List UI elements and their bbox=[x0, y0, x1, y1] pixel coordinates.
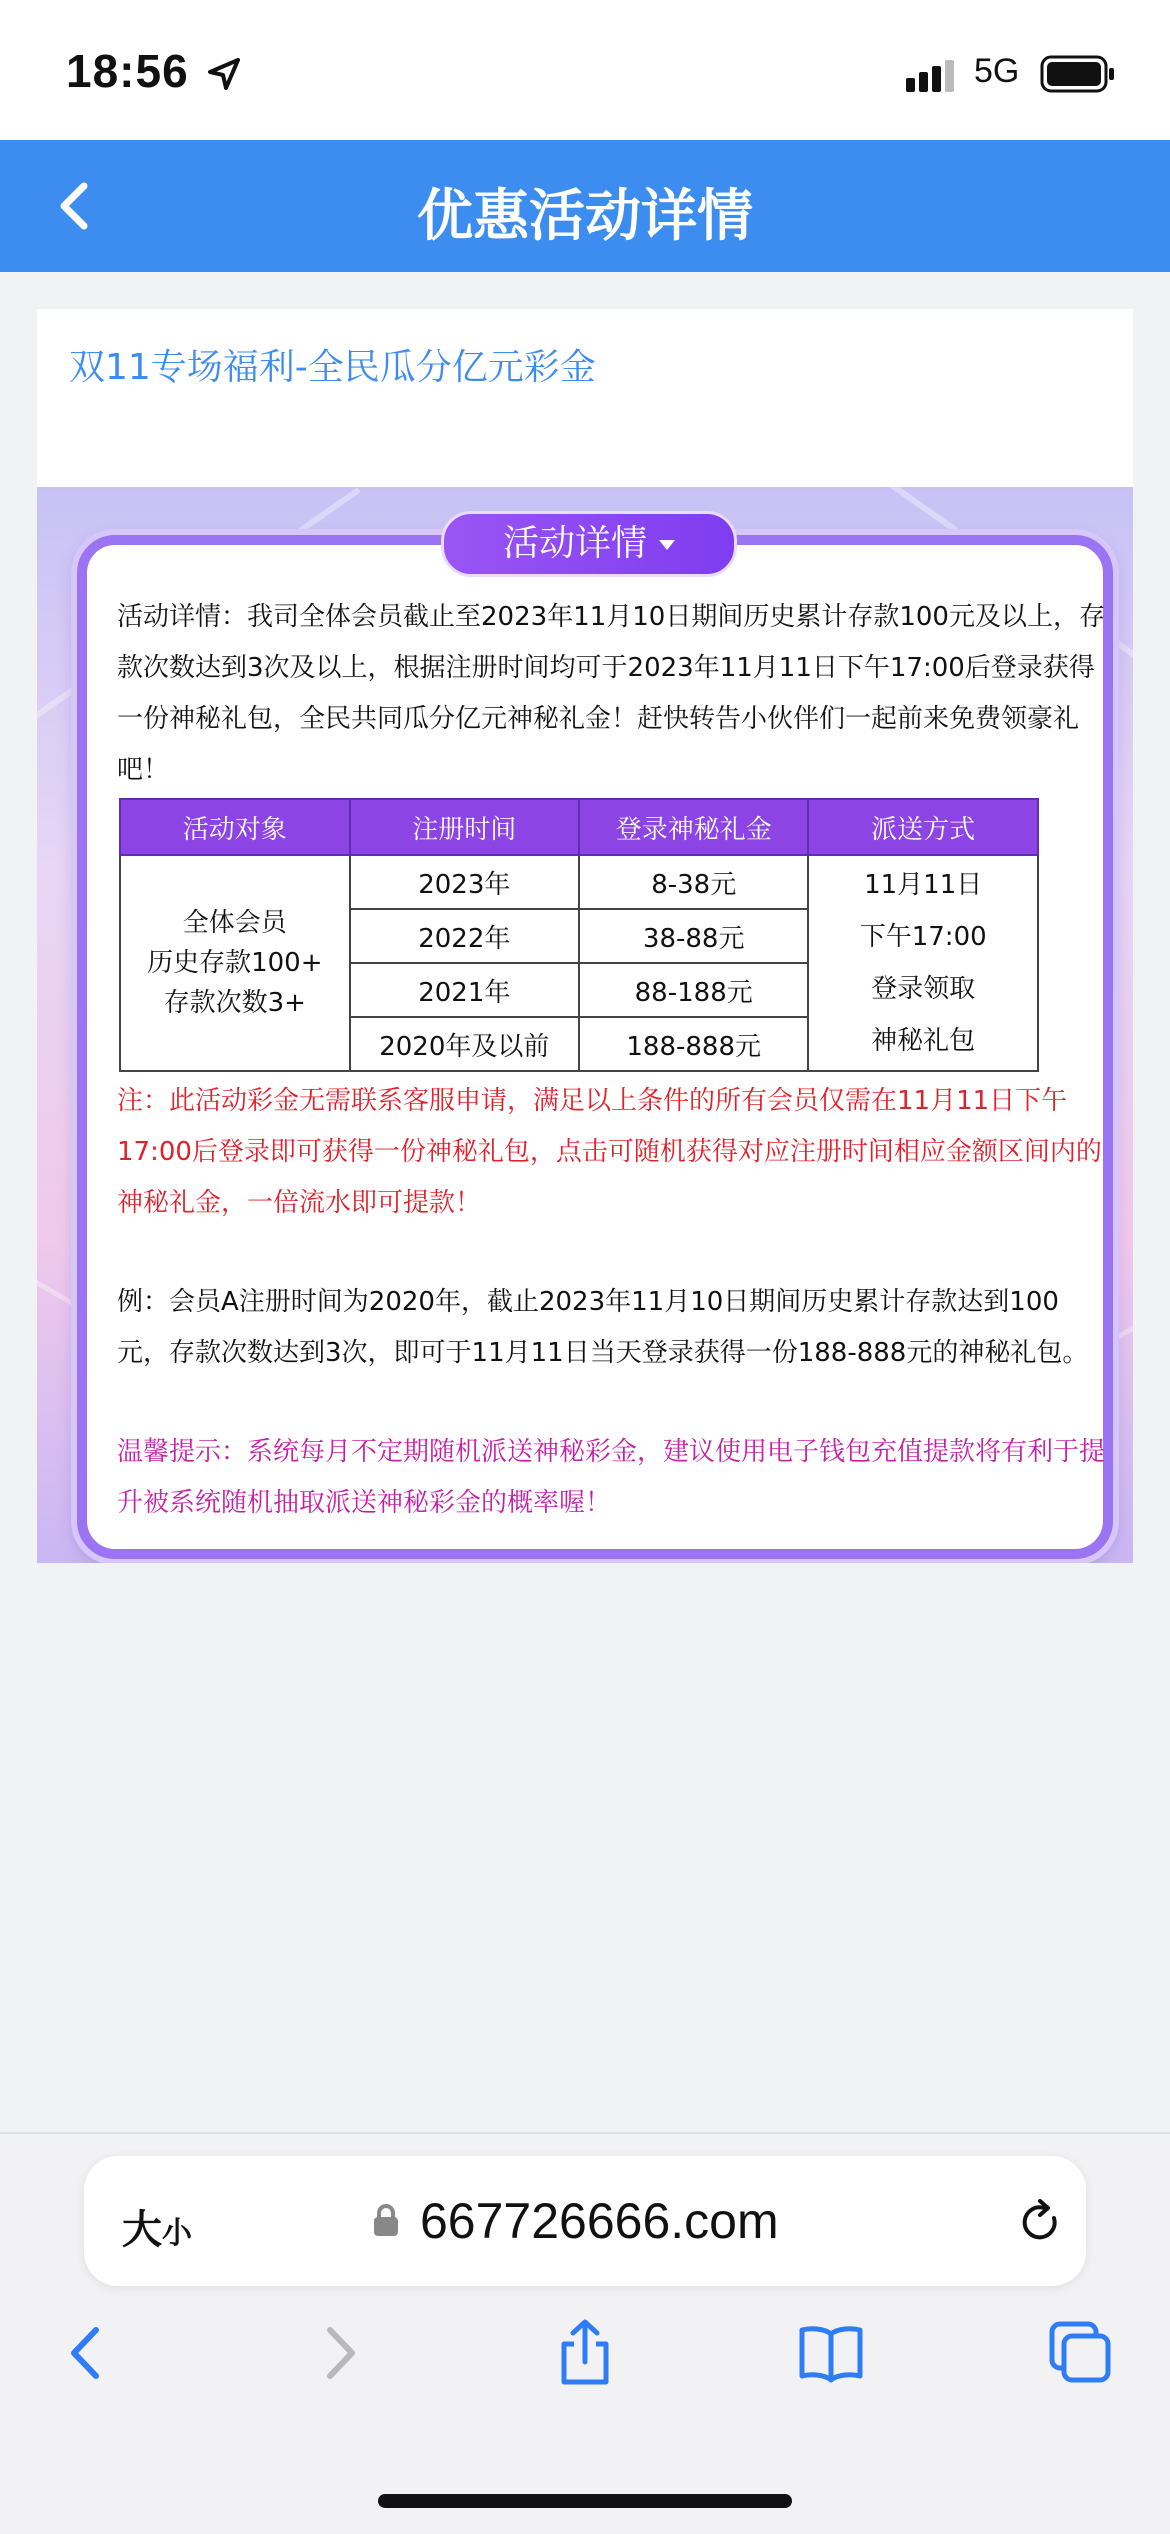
note-text: 注：此活动彩金无需联系客服申请，满足以上条件的所有会员仅需在11月11日下午17:00后登录即可获得一份神秘礼包，点击可随机获得对应注册时间相应金额区间内的神秘礼金，一倍流水即可提款！ bbox=[117, 1086, 1102, 1218]
target-line: 存款次数3+ bbox=[163, 988, 306, 1018]
reg-year-cell: 2023年 bbox=[350, 855, 579, 909]
location-arrow-icon bbox=[204, 54, 244, 94]
network-type: 5G bbox=[974, 52, 1020, 90]
header-target: 活动对象 bbox=[120, 799, 350, 855]
table-header-row bbox=[120, 799, 1038, 855]
reg-year-cell: 2020年及以前 bbox=[350, 1017, 579, 1071]
reward-table bbox=[119, 798, 1039, 1072]
bookmarks-icon[interactable] bbox=[796, 2318, 866, 2388]
back-arrow-icon[interactable] bbox=[52, 2318, 122, 2388]
reg-year-cell: 2021年 bbox=[350, 963, 579, 1017]
bonus-amount-cell: 38-88元 bbox=[579, 909, 808, 963]
forward-arrow-icon[interactable] bbox=[304, 2318, 374, 2388]
header-reg-time: 注册时间 bbox=[350, 799, 579, 855]
delivery-line: 下午17:00 bbox=[859, 922, 987, 952]
text-size-small: 小 bbox=[162, 2216, 192, 2251]
promo-poster bbox=[37, 487, 1133, 1563]
tip-text: 温馨提示：系统每月不定期随机派送神秘彩金，建议使用电子钱包充值提款将有利于提升被系统随机抽取派送神秘彩金的概率喔！ bbox=[117, 1437, 1106, 1518]
delivery-cell bbox=[808, 855, 1038, 1071]
promo-card bbox=[37, 309, 1133, 1563]
url-text[interactable]: 667726666.com bbox=[420, 2193, 779, 2249]
tabs-icon[interactable] bbox=[1044, 2318, 1114, 2388]
page-title: 优惠活动详情 bbox=[417, 184, 753, 249]
text-size-big: 大 bbox=[122, 2207, 162, 2253]
delivery-line: 11月11日 bbox=[864, 870, 983, 900]
target-cell bbox=[120, 855, 350, 1071]
lock-icon bbox=[372, 2202, 400, 2238]
intro-text: 活动详情：我司全体会员截止至2023年11月10日期间历史累计存款100元及以上，存款次数达到3次及以上，根据注册时间均可于2023年11月11日下午17:00后登录获得一份神秘礼包，全民共同瓜分亿元神秘礼金！赶快转告小伙伴们一起前来免费领豪礼吧！ bbox=[117, 602, 1105, 785]
signal-icon bbox=[906, 58, 962, 94]
text-size-button[interactable] bbox=[122, 2198, 192, 2255]
header-bonus: 登录神秘礼金 bbox=[579, 799, 808, 855]
share-icon[interactable] bbox=[550, 2318, 620, 2388]
battery-icon bbox=[1040, 55, 1116, 93]
home-indicator bbox=[378, 2494, 792, 2508]
activity-details-label: 活动详情 bbox=[502, 523, 647, 564]
delivery-line: 登录领取 bbox=[871, 974, 976, 1004]
table-row bbox=[120, 855, 1038, 909]
activity-details-tab bbox=[441, 511, 737, 577]
bonus-amount-cell: 8-38元 bbox=[579, 855, 808, 909]
delivery-line: 神秘礼包 bbox=[871, 1026, 976, 1056]
poster-content bbox=[117, 592, 1107, 1529]
caret-down-icon bbox=[659, 540, 675, 550]
target-line: 历史存款100+ bbox=[147, 948, 323, 978]
status-bar bbox=[0, 0, 1170, 140]
example-text: 例：会员A注册时间为2020年，截止2023年11月10日期间历史累计存款达到100元，存款次数达到3次，即可于11月11日当天登录获得一份188-888元的神秘礼包。 bbox=[117, 1287, 1089, 1368]
promo-title: 双11专场福利-全民瓜分亿元彩金 bbox=[69, 347, 596, 388]
reload-icon[interactable] bbox=[1014, 2196, 1066, 2248]
bonus-amount-cell: 88-188元 bbox=[579, 963, 808, 1017]
bonus-amount-cell: 188-888元 bbox=[579, 1017, 808, 1071]
status-time: 18:56 bbox=[66, 45, 189, 97]
reg-year-cell: 2022年 bbox=[350, 909, 579, 963]
address-bar[interactable] bbox=[84, 2156, 1086, 2286]
header-delivery: 派送方式 bbox=[808, 799, 1038, 855]
target-line: 全体会员 bbox=[182, 908, 287, 938]
app-header bbox=[0, 140, 1170, 272]
